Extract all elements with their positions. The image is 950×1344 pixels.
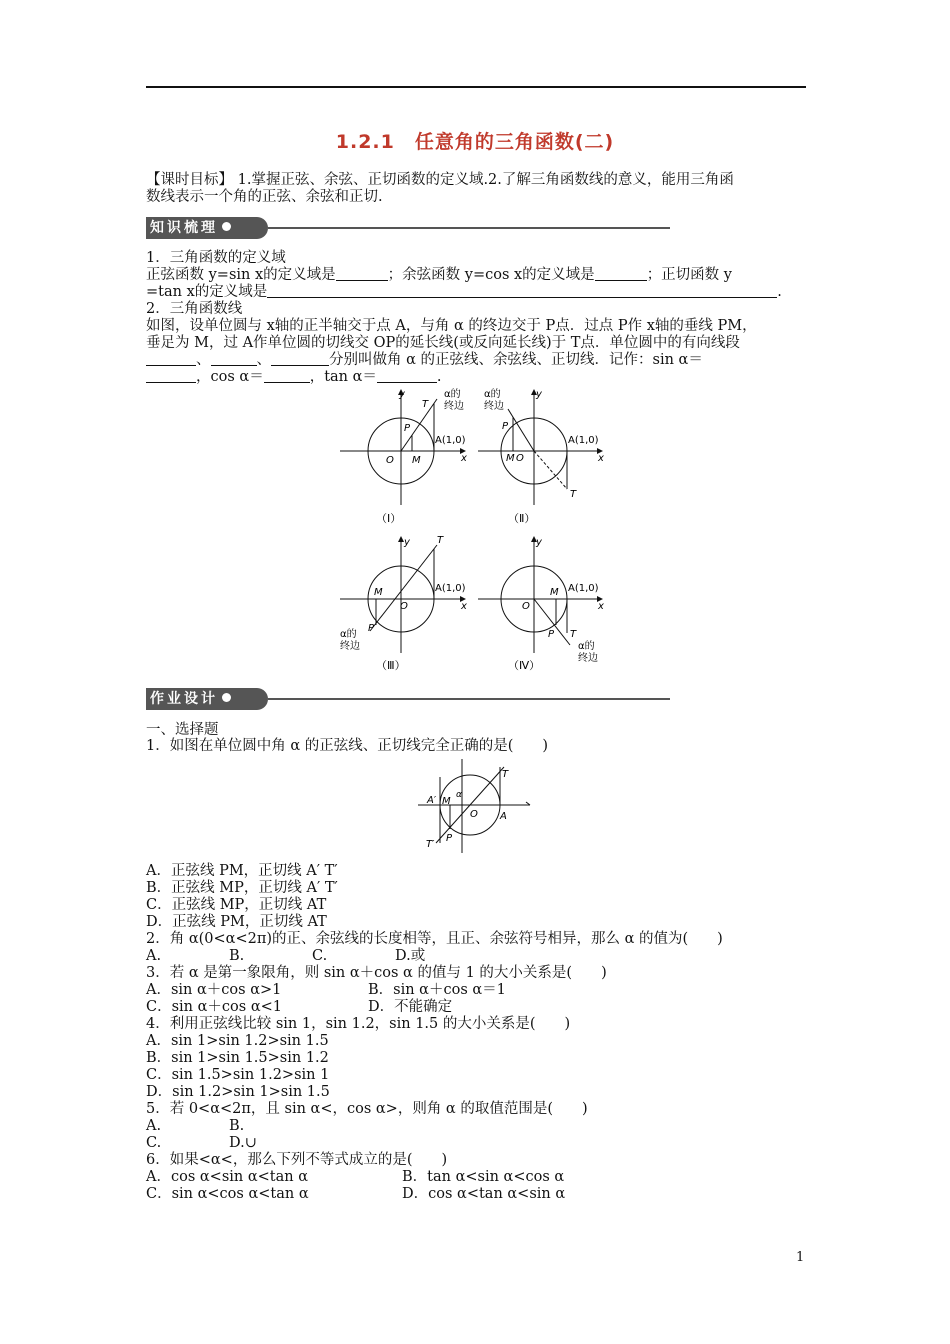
svg-text:终边: 终边 (578, 653, 598, 664)
knowledge-heading-2: 2．三角函数线 (146, 301, 243, 317)
svg-text:O: O (522, 601, 530, 612)
bullet-dot-icon (222, 222, 231, 231)
svg-text:P: P (548, 629, 555, 640)
svg-text:M: M (412, 455, 421, 466)
banner-rule (268, 227, 670, 229)
svg-text:T: T (570, 489, 577, 500)
svg-text:T: T (422, 399, 429, 410)
svg-text:y: y (536, 537, 542, 548)
question-5: 5．若 0<α<2π，且 sin α<，cos α>，则角 α 的取值范围是( ) (146, 1101, 588, 1117)
svg-text:x: x (461, 453, 467, 464)
svg-text:终边: 终边 (444, 401, 464, 412)
svg-text:y: y (536, 389, 542, 400)
svg-text:x: x (461, 601, 467, 612)
svg-text:P: P (404, 423, 411, 434)
svg-text:P: P (368, 623, 375, 634)
page-number: 1 (796, 1250, 805, 1265)
answer-blank (146, 369, 196, 383)
trig-line-figures (330, 385, 620, 675)
domain-line-1: 正弦函数 y=sin x的定义域是 ；余弦函数 y=cos x的定义域是 ；正切函数 y (146, 267, 732, 283)
domain-line-2: =tan x的定义域是 . (146, 284, 782, 300)
question-2: 2．角 α(0<α<2π)的正、余弦线的长度相等，且正、余弦符号相异，那么 α 的值为( ) (146, 931, 723, 947)
svg-text:y: y (404, 537, 410, 548)
header-rule (146, 86, 806, 88)
knowledge-para-3: 、 、 分别叫做角 α 的正弦线、余弦线、正切线．记作：sin α＝ (146, 352, 808, 369)
svg-text:P: P (502, 421, 509, 432)
svg-text:（Ⅲ）: （Ⅲ） (376, 659, 406, 672)
answer-blank (211, 352, 257, 366)
answer-blank (146, 352, 196, 366)
svg-text:A(1,0): A(1,0) (568, 435, 599, 446)
q1-option-a: A．正弦线 PM，正切线 A′ T′ (146, 863, 338, 879)
knowledge-para-4: ，cos α＝ ，tan α＝ . (146, 369, 808, 386)
knowledge-heading-1: 1．三角函数的定义域 (146, 250, 286, 266)
svg-text:x: x (598, 453, 604, 464)
q4-option-d: D．sin 1.2>sin 1>sin 1.5 (146, 1084, 330, 1100)
svg-text:O: O (400, 601, 408, 612)
answer-blank (264, 369, 310, 383)
svg-text:（Ⅳ）: （Ⅳ） (508, 659, 541, 672)
svg-text:A: A (500, 811, 507, 822)
svg-text:α: α (456, 790, 462, 800)
svg-text:M: M (550, 587, 559, 598)
svg-text:α的: α的 (340, 629, 357, 640)
page-title: 1.2.1 任意角的三角函数(二) (335, 131, 615, 153)
question-4: 4．利用正弦线比较 sin 1，sin 1.2，sin 1.5 的大小关系是( ) (146, 1016, 571, 1032)
figure-4 (478, 537, 604, 672)
answer-blank (336, 267, 388, 281)
svg-text:O: O (470, 809, 478, 820)
question-6: 6．如果<α<，那么下列不等式成立的是( ) (146, 1152, 448, 1168)
answer-blank (595, 267, 647, 281)
question-3: 3．若 α 是第一象限角，则 sin α＋cos α 的值与 1 的大小关系是( ) (146, 965, 607, 981)
bullet-dot-icon (222, 693, 231, 702)
svg-text:终边: 终边 (484, 401, 504, 412)
q4-option-c: C．sin 1.5>sin 1.2>sin 1 (146, 1067, 330, 1083)
svg-text:（Ⅰ）: （Ⅰ） (376, 512, 402, 525)
svg-text:A′: A′ (427, 795, 437, 806)
svg-text:O: O (386, 455, 394, 466)
objectives-line-2: 数线表示一个角的正弦、余弦和正切. (146, 189, 383, 205)
svg-text:终边: 终边 (340, 641, 360, 652)
question-1: 1．如图在单位圆中角 α 的正弦线、正切线完全正确的是( ) (146, 738, 549, 754)
q4-option-a: A．sin 1>sin 1.2>sin 1.5 (146, 1033, 329, 1049)
figure-1 (340, 388, 467, 525)
svg-text:α的: α的 (484, 389, 501, 400)
figure-3 (340, 535, 467, 672)
answer-blank (267, 284, 777, 298)
svg-text:O: O (516, 453, 524, 464)
figure-2 (478, 388, 604, 525)
objectives-line-1: 【课时目标】 1.掌握正弦、余弦、正切函数的定义域.2.了解三角函数线的意义，能用三角函 (146, 172, 734, 188)
svg-text:（Ⅱ）: （Ⅱ） (508, 512, 536, 525)
svg-text:M: M (506, 453, 515, 464)
knowledge-para-1: 如图，设单位圆与 x轴的正半轴交于点 A，与角 α 的终边交于 P点．过点 P作 x轴的垂线 PM， (146, 318, 757, 334)
svg-text:α的: α的 (444, 389, 461, 400)
section-label: 作业设计 (150, 691, 218, 707)
question-1-figure (410, 757, 535, 857)
svg-text:P: P (446, 833, 453, 844)
q4-option-b: B．sin 1>sin 1.5>sin 1.2 (146, 1050, 329, 1066)
svg-text:M: M (374, 587, 383, 598)
answer-blank (271, 352, 329, 366)
section-label: 知识梳理 (150, 220, 218, 236)
svg-text:T: T (502, 769, 509, 780)
svg-text:T: T (570, 629, 577, 640)
answer-blank (377, 369, 437, 383)
q1-option-b: B．正弦线 MP，正切线 A′ T′ (146, 880, 338, 896)
svg-text:α的: α的 (578, 641, 595, 652)
svg-text:x: x (598, 601, 604, 612)
svg-text:A(1,0): A(1,0) (435, 435, 466, 446)
knowledge-para-2: 垂足为 M，过 A作单位圆的切线交 OP的延长线(或反向延长线)于 T点．单位圆中的有向线段 (146, 335, 740, 351)
svg-text:T: T (437, 535, 444, 546)
svg-text:M: M (442, 796, 451, 807)
homework-part: 一、选择题 (146, 722, 219, 738)
svg-text:y: y (399, 389, 405, 400)
q1-option-d: D．正弦线 PM，正切线 AT (146, 914, 327, 930)
banner-rule (268, 698, 670, 700)
svg-text:T′: T′ (426, 839, 435, 850)
q1-option-c: C．正弦线 MP，正切线 AT (146, 897, 327, 913)
svg-text:A(1,0): A(1,0) (568, 583, 599, 594)
svg-text:A(1,0): A(1,0) (435, 583, 466, 594)
